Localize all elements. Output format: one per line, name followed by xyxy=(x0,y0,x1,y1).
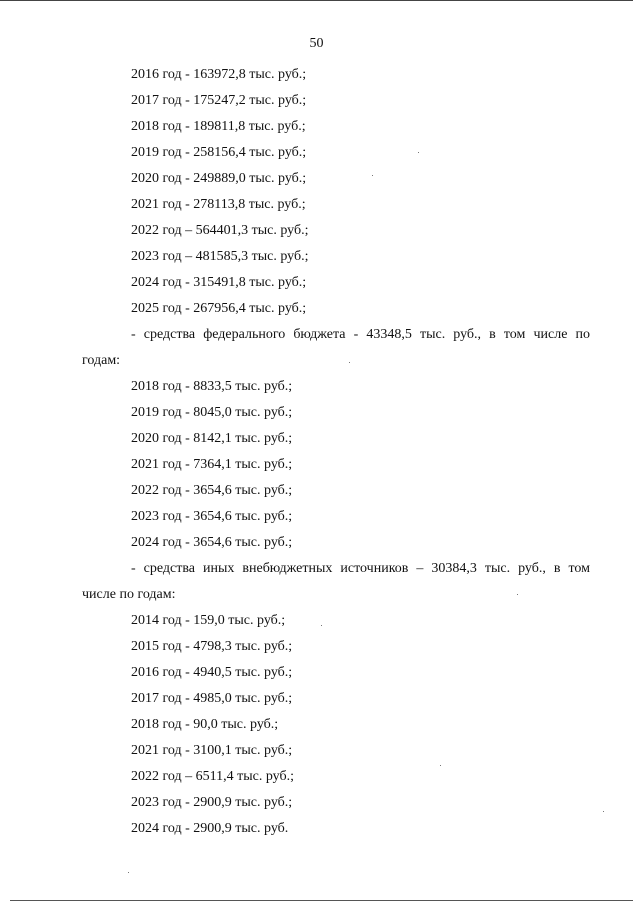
text-line: 2021 год - 3100,1 тыс. руб.; xyxy=(131,743,293,758)
text-line: 2016 год - 163972,8 тыс. руб.; xyxy=(131,67,307,82)
text-line: 2019 год - 258156,4 тыс. руб.; xyxy=(131,145,307,160)
text-line: 2019 год - 8045,0 тыс. руб.; xyxy=(131,405,293,420)
document-body xyxy=(82,62,590,842)
text-line: 2024 год - 315491,8 тыс. руб.; xyxy=(131,275,307,290)
paragraph-extrabudgetary-sources: - средства иных внебюджетных источников – 30384,3 тыс. руб., в том xyxy=(131,561,590,576)
text-line: 2018 год - 90,0 тыс. руб.; xyxy=(131,717,279,732)
scan-speck xyxy=(128,872,129,873)
text-line: 2021 год - 278113,8 тыс. руб.; xyxy=(131,197,306,212)
text-line: 2020 год - 8142,1 тыс. руб.; xyxy=(131,431,293,446)
scan-speck xyxy=(321,625,322,626)
text-line: 2016 год - 4940,5 тыс. руб.; xyxy=(131,665,293,680)
text-line: 2024 год - 2900,9 тыс. руб. xyxy=(131,821,289,836)
text-line: 2024 год - 3654,6 тыс. руб.; xyxy=(131,535,293,550)
bottom-border-line xyxy=(10,900,633,901)
scan-speck xyxy=(440,765,441,766)
top-border-line xyxy=(0,0,633,1)
scan-speck xyxy=(418,152,419,153)
text-line: 2023 год - 3654,6 тыс. руб.; xyxy=(131,509,293,524)
text-line: 2022 год – 6511,4 тыс. руб.; xyxy=(131,769,294,784)
text-line: 2022 год - 3654,6 тыс. руб.; xyxy=(131,483,293,498)
text-line: 2025 год - 267956,4 тыс. руб.; xyxy=(131,301,307,316)
paragraph-continuation: годам: xyxy=(82,353,121,368)
scan-speck xyxy=(603,811,604,812)
text-line: 2023 год - 2900,9 тыс. руб.; xyxy=(131,795,293,810)
page-number: 50 xyxy=(309,36,324,51)
text-line: 2018 год - 189811,8 тыс. руб.; xyxy=(131,119,306,134)
text-line: 2023 год – 481585,3 тыс. руб.; xyxy=(131,249,309,264)
text-line: 2017 год - 4985,0 тыс. руб.; xyxy=(131,691,293,706)
paragraph-federal-budget: - средства федерального бюджета - 43348,5 тыс. руб., в том числе по xyxy=(131,327,590,342)
text-line: 2021 год - 7364,1 тыс. руб.; xyxy=(131,457,293,472)
text-line: 2014 год - 159,0 тыс. руб.; xyxy=(131,613,286,628)
text-line: 2015 год - 4798,3 тыс. руб.; xyxy=(131,639,293,654)
text-line: 2020 год - 249889,0 тыс. руб.; xyxy=(131,171,307,186)
scan-speck xyxy=(517,594,518,595)
text-line: 2022 год – 564401,3 тыс. руб.; xyxy=(131,223,309,238)
text-line: 2018 год - 8833,5 тыс. руб.; xyxy=(131,379,293,394)
text-line: 2017 год - 175247,2 тыс. руб.; xyxy=(131,93,307,108)
scan-speck xyxy=(372,175,373,176)
scan-speck xyxy=(349,362,350,363)
paragraph-continuation: числе по годам: xyxy=(82,587,176,602)
